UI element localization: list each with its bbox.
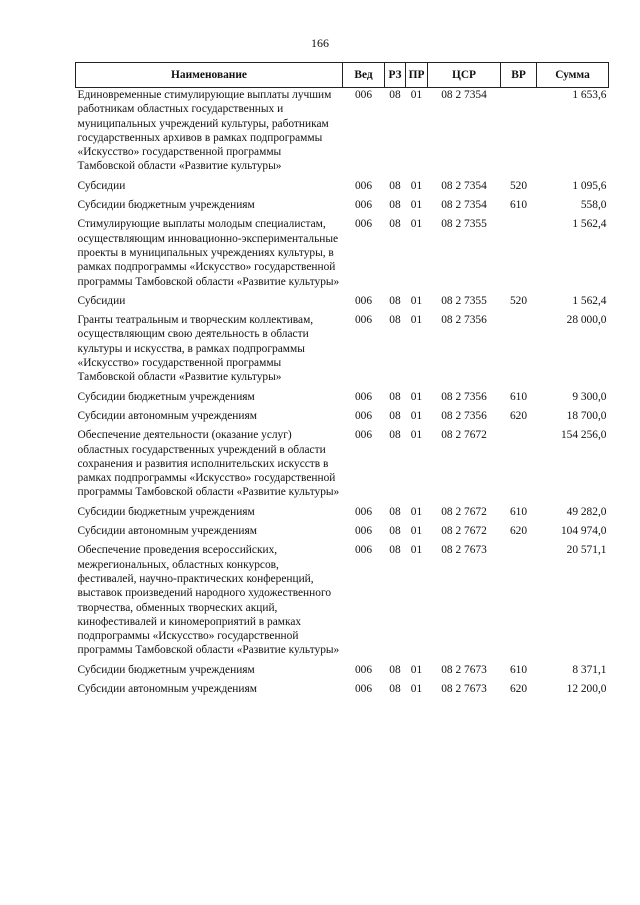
header-rz: РЗ xyxy=(385,63,406,88)
cell-rz: 08 xyxy=(389,390,401,403)
cell-sum: 9 300,0 xyxy=(572,390,607,403)
cell-name: Гранты театральным и творческим коллективам, осуществляющим свою деятельность в области культуры и искусства, в рамках подпрограммы «Искусство» государственной программы Тамбовской области «Развитие культуры» xyxy=(77,314,314,384)
cell-csr: 08 2 7354 xyxy=(441,199,487,212)
cell-vr xyxy=(501,428,537,504)
cell-vr xyxy=(501,88,537,179)
cell-rz: 08 xyxy=(389,525,401,538)
cell-ved: 006 xyxy=(354,544,373,557)
table-header-row xyxy=(76,63,609,88)
table-body xyxy=(76,88,609,702)
cell-name: Субсидии автономным учреждениям xyxy=(77,525,257,538)
cell-name: Единовременные стимулирующие выплаты лучшим работникам областных государственных и муниципальных учреждений культуры, работникам государственных архивов в рамках подпрограммы «Искусство» государственной программы Тамбовской области «Развитие культуры» xyxy=(77,89,332,173)
cell-csr: 08 2 7673 xyxy=(441,682,487,695)
cell-name: Субсидии бюджетным учреждениям xyxy=(77,505,255,518)
budget-table xyxy=(75,62,609,701)
cell-ved: 006 xyxy=(354,218,373,231)
table-row xyxy=(76,390,609,409)
cell-csr: 08 2 7673 xyxy=(441,544,487,557)
cell-ved: 006 xyxy=(354,505,373,518)
cell-vr: 610 xyxy=(509,199,528,212)
cell-vr xyxy=(501,313,537,389)
table-row xyxy=(76,543,609,662)
cell-name: Субсидии xyxy=(77,294,126,307)
table-row xyxy=(76,198,609,217)
cell-name: Субсидии бюджетным учреждениям xyxy=(77,390,255,403)
cell-sum: 49 282,0 xyxy=(566,505,607,518)
header-vr: ВР xyxy=(501,63,537,88)
cell-rz: 08 xyxy=(389,505,401,518)
cell-name: Субсидии xyxy=(77,179,126,192)
cell-name: Субсидии бюджетным учреждениям xyxy=(77,663,255,676)
cell-csr: 08 2 7672 xyxy=(441,429,487,442)
table-row xyxy=(76,217,609,293)
cell-csr: 08 2 7354 xyxy=(441,89,487,101)
cell-sum: 20 571,1 xyxy=(566,544,607,557)
table-row xyxy=(76,88,609,179)
table-row xyxy=(76,524,609,543)
cell-csr: 08 2 7355 xyxy=(441,218,487,231)
cell-sum: 154 256,0 xyxy=(560,429,607,442)
cell-sum: 8 371,1 xyxy=(572,663,607,676)
cell-rz: 08 xyxy=(389,544,401,557)
cell-vr: 620 xyxy=(509,525,528,538)
cell-name: Стимулирующие выплаты молодым специалистам, осуществляющим инновационно-экспериментальные проекты в муниципальных учреждениях культуры, в рамках подпрограммы «Искусство» государственной программы Тамбовской области «Развитие культуры» xyxy=(77,218,340,288)
table-row xyxy=(76,663,609,682)
cell-ved: 006 xyxy=(354,429,373,442)
cell-name: Обеспечение проведения всероссийских, межрегиональных, областных конкурсов, фестивалей, научно-практических конференций, выставок произведений народного художественного творчества, обменных творческих акций, кинофестивалей и киномероприятий в рамках подпрограммы «Искусство» государственной программы Тамбовской области «Развитие культуры» xyxy=(77,544,340,657)
cell-rz: 08 xyxy=(389,429,401,442)
cell-rz: 08 xyxy=(389,409,401,422)
cell-pr: 01 xyxy=(410,179,423,192)
cell-ved: 006 xyxy=(354,314,373,327)
cell-ved: 006 xyxy=(354,294,373,307)
cell-sum: 12 200,0 xyxy=(566,682,607,695)
cell-csr: 08 2 7672 xyxy=(441,525,487,538)
cell-csr: 08 2 7355 xyxy=(441,294,487,307)
table-row xyxy=(76,179,609,198)
cell-rz: 08 xyxy=(389,314,401,327)
cell-name: Субсидии автономным учреждениям xyxy=(77,409,257,422)
cell-vr: 520 xyxy=(509,294,528,307)
cell-csr: 08 2 7354 xyxy=(441,179,487,192)
cell-vr: 620 xyxy=(509,409,528,422)
cell-pr: 01 xyxy=(410,682,423,695)
cell-pr: 01 xyxy=(410,525,423,538)
cell-vr xyxy=(501,217,537,293)
cell-ved: 006 xyxy=(354,89,373,101)
cell-vr: 610 xyxy=(509,505,528,518)
cell-pr: 01 xyxy=(410,218,423,231)
cell-sum: 1 095,6 xyxy=(572,179,607,192)
table-row xyxy=(76,313,609,389)
cell-pr: 01 xyxy=(410,390,423,403)
cell-pr: 01 xyxy=(410,314,423,327)
cell-ved: 006 xyxy=(354,682,373,695)
header-name: Наименование xyxy=(76,63,343,88)
cell-vr: 520 xyxy=(509,179,528,192)
table-row xyxy=(76,682,609,701)
cell-rz: 08 xyxy=(389,179,401,192)
cell-pr: 01 xyxy=(410,89,423,101)
cell-rz: 08 xyxy=(389,682,401,695)
header-sum: Сумма xyxy=(537,63,609,88)
cell-pr: 01 xyxy=(410,429,423,442)
cell-pr: 01 xyxy=(410,409,423,422)
table-row xyxy=(76,428,609,504)
cell-pr: 01 xyxy=(410,663,423,676)
cell-csr: 08 2 7356 xyxy=(441,314,487,327)
cell-rz: 08 xyxy=(389,218,401,231)
cell-vr: 610 xyxy=(509,390,528,403)
cell-ved: 006 xyxy=(354,525,373,538)
cell-pr: 01 xyxy=(410,544,423,557)
page-number: 166 xyxy=(311,36,329,50)
header-ved: Вед xyxy=(343,63,385,88)
cell-rz: 08 xyxy=(389,89,401,101)
header-csr: ЦСР xyxy=(428,63,501,88)
cell-vr xyxy=(501,543,537,662)
cell-ved: 006 xyxy=(354,409,373,422)
cell-rz: 08 xyxy=(389,199,401,212)
cell-name: Субсидии бюджетным учреждениям xyxy=(77,199,255,212)
cell-csr: 08 2 7672 xyxy=(441,505,487,518)
table-row xyxy=(76,505,609,524)
cell-pr: 01 xyxy=(410,294,423,307)
cell-name: Субсидии автономным учреждениям xyxy=(77,682,257,695)
cell-sum: 1 562,4 xyxy=(572,218,607,231)
cell-csr: 08 2 7356 xyxy=(441,390,487,403)
cell-rz: 08 xyxy=(389,294,401,307)
cell-ved: 006 xyxy=(354,179,373,192)
cell-pr: 01 xyxy=(410,505,423,518)
cell-ved: 006 xyxy=(354,663,373,676)
table-row xyxy=(76,409,609,428)
cell-sum: 18 700,0 xyxy=(566,409,607,422)
cell-csr: 08 2 7673 xyxy=(441,663,487,676)
cell-sum: 1 653,6 xyxy=(572,89,607,101)
cell-name: Обеспечение деятельности (оказание услуг) областных государственных учреждений в области сохранения и развития исполнительских искусств в рамках подпрограммы «Искусство» государственной программы Тамбовской области «Развитие культуры» xyxy=(77,429,340,499)
cell-sum: 1 562,4 xyxy=(572,294,607,307)
cell-sum: 104 974,0 xyxy=(560,525,607,538)
cell-pr: 01 xyxy=(410,199,423,212)
header-pr: ПР xyxy=(406,63,428,88)
cell-vr: 620 xyxy=(509,682,528,695)
cell-sum: 28 000,0 xyxy=(566,314,607,327)
cell-ved: 006 xyxy=(354,199,373,212)
cell-rz: 08 xyxy=(389,663,401,676)
table-row xyxy=(76,294,609,313)
cell-csr: 08 2 7356 xyxy=(441,409,487,422)
cell-sum: 558,0 xyxy=(580,199,607,212)
cell-vr: 610 xyxy=(509,663,528,676)
cell-ved: 006 xyxy=(354,390,373,403)
